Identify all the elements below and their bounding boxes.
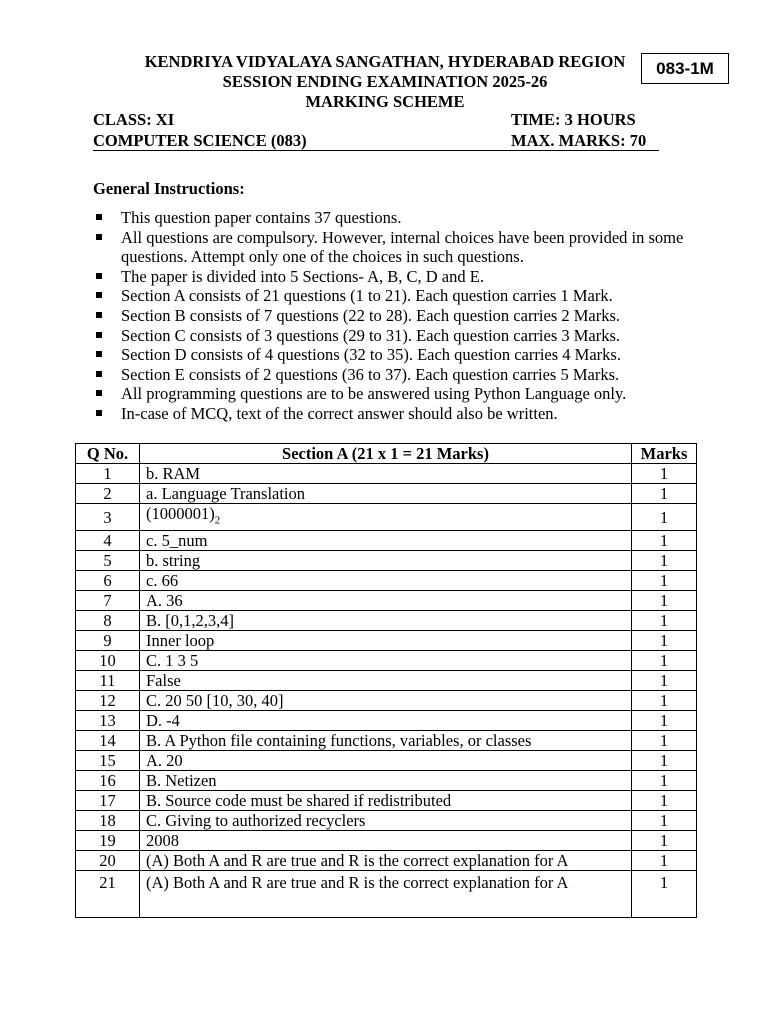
answer-cell <box>140 531 632 551</box>
answer-table-header-row <box>76 444 697 464</box>
answer-cell <box>140 691 632 711</box>
answer-cell <box>140 504 632 531</box>
question-number: 11 <box>76 671 140 691</box>
table-row <box>76 591 697 611</box>
answer-cell <box>140 871 632 918</box>
answer-cell <box>140 831 632 851</box>
question-number: 7 <box>76 591 140 611</box>
question-number: 4 <box>76 531 140 551</box>
marks-value: 1 <box>632 571 697 591</box>
square-bullet-icon <box>96 292 102 298</box>
instruction-item <box>93 404 693 424</box>
table-row <box>76 811 697 831</box>
answer-text: C. Giving to authorized recyclers <box>146 811 366 831</box>
question-number: 13 <box>76 711 140 731</box>
marks-value: 1 <box>632 631 697 651</box>
answer-cell <box>140 711 632 731</box>
table-row <box>76 611 697 631</box>
square-bullet-icon <box>96 332 102 338</box>
instruction-text: Section B consists of 7 questions (22 to 28). Each question carries 2 Marks. <box>121 305 621 325</box>
table-row <box>76 531 697 551</box>
instruction-text: All questions are compulsory. However, internal choices have been provided in some questions. Attempt only one of the choices in such questions. <box>121 227 684 267</box>
question-number: 19 <box>76 831 140 851</box>
table-row <box>76 651 697 671</box>
marks-value: 1 <box>632 651 697 671</box>
marks-value: 1 <box>632 831 697 851</box>
time-label: TIME: 3 HOURS <box>511 110 636 129</box>
answer-text: B. Source code must be shared if redistributed <box>146 791 452 811</box>
instruction-item <box>93 326 693 346</box>
marks-value: 1 <box>632 464 697 484</box>
square-bullet-icon <box>96 312 102 318</box>
answer-text: b. string <box>146 551 201 571</box>
header-line-title: MARKING SCHEME <box>305 92 465 111</box>
answer-cell <box>140 791 632 811</box>
square-bullet-icon <box>96 234 102 240</box>
table-row <box>76 631 697 651</box>
square-bullet-icon <box>96 273 102 279</box>
marks-value: 1 <box>632 751 697 771</box>
answer-text: (A) Both A and R are true and R is the correct explanation for A <box>146 873 569 893</box>
table-row <box>76 871 697 918</box>
table-row <box>76 571 697 591</box>
answer-cell <box>140 651 632 671</box>
table-row <box>76 504 697 531</box>
table-row <box>76 831 697 851</box>
instruction-text: All programming questions are to be answered using Python Language only. <box>121 384 627 404</box>
answer-text: A. 36 <box>146 591 183 611</box>
square-bullet-icon <box>96 351 102 357</box>
marks-value: 1 <box>632 711 697 731</box>
table-row <box>76 751 697 771</box>
answer-text: a. Language Translation <box>146 484 306 503</box>
base-subscript: 2 <box>214 514 221 527</box>
answer-cell <box>140 551 632 571</box>
instruction-text: Section D consists of 4 questions (32 to 35). Each question carries 4 Marks. <box>121 345 621 365</box>
answer-cell <box>140 671 632 691</box>
instruction-text: The paper is divided into 5 Sections- A, B, C, D and E. <box>121 266 484 286</box>
general-instructions-title: General Instructions: <box>93 179 245 198</box>
marks-value: 1 <box>632 591 697 611</box>
answer-cell <box>140 591 632 611</box>
answer-table <box>75 443 697 918</box>
subject-label: COMPUTER SCIENCE (083) <box>93 131 307 150</box>
square-bullet-icon <box>96 371 102 377</box>
exam-header <box>80 52 690 112</box>
answer-text: D. -4 <box>146 711 180 731</box>
answer-cell <box>140 464 632 484</box>
answer-cell <box>140 611 632 631</box>
class-label: CLASS: XI <box>93 110 175 129</box>
table-row <box>76 711 697 731</box>
answer-text: (1000001) <box>146 504 215 523</box>
question-number: 15 <box>76 751 140 771</box>
answer-cell <box>140 571 632 591</box>
instruction-item <box>93 384 693 404</box>
question-number: 16 <box>76 771 140 791</box>
question-number: 14 <box>76 731 140 751</box>
marks-value: 1 <box>632 851 697 871</box>
instruction-text: Section A consists of 21 questions (1 to 21). Each question carries 1 Mark. <box>121 286 613 306</box>
answer-text: A. 20 <box>146 751 183 771</box>
answer-text: False <box>146 671 181 691</box>
instruction-item <box>93 345 693 365</box>
instruction-item <box>93 228 693 267</box>
marks-value: 1 <box>632 671 697 691</box>
answer-cell <box>140 484 632 504</box>
answer-cell <box>140 811 632 831</box>
answer-text: B. Netizen <box>146 771 217 791</box>
answer-cell <box>140 731 632 751</box>
instruction-text: Section C consists of 3 questions (29 to 31). Each question carries 3 Marks. <box>121 325 621 345</box>
instructions-list <box>93 208 693 424</box>
table-row <box>76 551 697 571</box>
table-row <box>76 464 697 484</box>
question-number: 12 <box>76 691 140 711</box>
section-header: Section A (21 x 1 = 21 Marks) <box>140 444 632 464</box>
question-number: 21 <box>76 871 140 918</box>
marks-value: 1 <box>632 531 697 551</box>
square-bullet-icon <box>96 410 102 416</box>
answer-cell <box>140 771 632 791</box>
marks-value: 1 <box>632 551 697 571</box>
table-row <box>76 691 697 711</box>
answer-text: Inner loop <box>146 631 215 651</box>
square-bullet-icon <box>96 214 102 220</box>
question-number: 2 <box>76 484 140 504</box>
answer-text: c. 5_num <box>146 531 208 551</box>
question-number: 18 <box>76 811 140 831</box>
marks-value: 1 <box>632 731 697 751</box>
answer-text: (A) Both A and R are true and R is the correct explanation for A <box>146 851 569 871</box>
answer-text: b. RAM <box>146 464 201 483</box>
answer-text: C. 20 50 [10, 30, 40] <box>146 691 284 711</box>
question-number: 1 <box>76 464 140 484</box>
instruction-text: In-case of MCQ, text of the correct answer should also be written. <box>121 403 558 423</box>
answer-text: B. [0,1,2,3,4] <box>146 611 234 631</box>
table-row <box>76 484 697 504</box>
qno-header: Q No. <box>76 444 140 464</box>
instruction-text: This question paper contains 37 questions. <box>121 208 402 227</box>
marks-value: 1 <box>632 811 697 831</box>
instruction-item <box>93 365 693 385</box>
answer-text: C. 1 3 5 <box>146 651 199 671</box>
table-row <box>76 851 697 871</box>
table-row <box>76 731 697 751</box>
answer-text: c. 66 <box>146 571 179 591</box>
instruction-text: Section E consists of 2 questions (36 to 37). Each question carries 5 Marks. <box>121 364 620 384</box>
square-bullet-icon <box>96 390 102 396</box>
max-marks-label: MAX. MARKS: 70 <box>511 131 647 150</box>
question-number: 8 <box>76 611 140 631</box>
instruction-item <box>93 208 693 228</box>
header-line-organization: KENDRIYA VIDYALAYA SANGATHAN, HYDERABAD REGION <box>144 52 626 71</box>
marks-value: 1 <box>632 791 697 811</box>
marks-value: 1 <box>632 484 697 504</box>
answer-text: B. A Python file containing functions, variables, or classes <box>146 731 532 751</box>
question-number: 17 <box>76 791 140 811</box>
table-row <box>76 671 697 691</box>
answer-text: 2008 <box>146 831 179 851</box>
answer-cell <box>140 751 632 771</box>
marks-header: Marks <box>632 444 697 464</box>
paper-code: 083-1M <box>656 58 714 78</box>
question-number: 3 <box>76 504 140 531</box>
table-row <box>76 771 697 791</box>
question-number: 10 <box>76 651 140 671</box>
instruction-item <box>93 306 693 326</box>
marks-value: 1 <box>632 691 697 711</box>
table-row <box>76 791 697 811</box>
marks-value: 1 <box>632 871 697 918</box>
answer-cell <box>140 631 632 651</box>
question-number: 9 <box>76 631 140 651</box>
marks-value: 1 <box>632 771 697 791</box>
marks-value: 1 <box>632 611 697 631</box>
instruction-item <box>93 267 693 287</box>
question-number: 6 <box>76 571 140 591</box>
question-number: 20 <box>76 851 140 871</box>
question-number: 5 <box>76 551 140 571</box>
answer-cell <box>140 851 632 871</box>
info-row-subject-marks <box>93 131 659 151</box>
header-line-exam: SESSION ENDING EXAMINATION 2025-26 <box>222 72 548 91</box>
info-row-class-time <box>93 110 659 130</box>
marks-value: 1 <box>632 504 697 531</box>
instruction-item <box>93 286 693 306</box>
